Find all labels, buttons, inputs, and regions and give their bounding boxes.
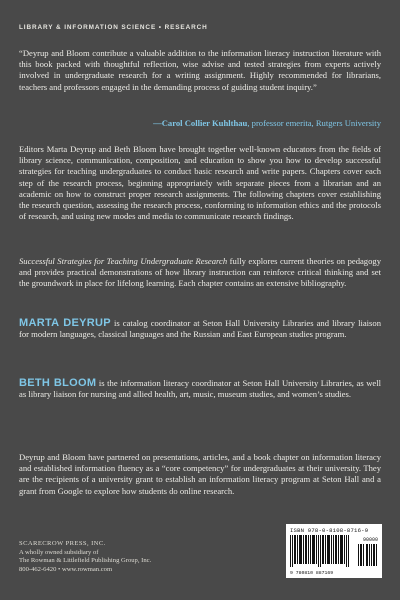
category-label: LIBRARY & INFORMATION SCIENCE • RESEARCH bbox=[19, 24, 208, 31]
publisher-parent: The Rowman & Littlefield Publishing Group, Inc. bbox=[19, 557, 152, 565]
author-name: MARTA DEYRUP bbox=[19, 317, 111, 329]
price-barcode-icon bbox=[358, 544, 378, 566]
author-name: BETH BLOOM bbox=[19, 377, 97, 389]
author-bio-bloom bbox=[19, 378, 381, 400]
attribution-name: —Carol Collier Kuhlthau bbox=[153, 118, 248, 128]
endorsement-attribution bbox=[153, 118, 381, 129]
attribution-title: , professor emerita, Rutgers University bbox=[247, 118, 381, 128]
closing-paragraph: Deyrup and Bloom have partnered on presentations, articles, and a book chapter on information literacy and established information fluency as a “core competency” for undergraduates at their university. They are the recipients of a university grant to establish an information literacy program at Seton Hall and a grant from Google to explore how students do online research. bbox=[19, 452, 381, 496]
publisher-contact: 800-462-6420 • www.rowman.com bbox=[19, 565, 113, 573]
price-code: 90000 bbox=[362, 537, 378, 543]
ean-digits: 9 780810 887169 bbox=[290, 571, 334, 576]
description-paragraph: Editors Marta Deyrup and Beth Bloom have brought together well-known educators from the fields of library science, communication, composition, and education to show you how to develop successful strategies for teaching undergraduates to conduct basic research and write papers. Chapters cover each step of the research process, beginning appropriately with separate pieces from a librarian and an academic on how to construct proper research assignments. The following chapters cover establishing the research question, assessing the research process, conforming to information ethics and the protocols of research, and using new modes and media to communicate research findings. bbox=[19, 144, 381, 222]
book-title-italic: Successful Strategies for Teaching Undergraduate Research bbox=[19, 256, 228, 266]
barcode-panel bbox=[286, 524, 382, 578]
summary-text: fully explores current theories on pedagogy and provides practical demonstrations of how library instruction can reinforce critical thinking and set the groundwork in place for lifelong learning. Each chapter contains an extensive bibliography. bbox=[19, 256, 381, 289]
author-bio-text: is the information literacy coordinator at Seton Hall University Libraries, as well as library liaison for nursing and allied health, art, music, museum studies, and women’s studies. bbox=[19, 378, 381, 400]
publisher-name: SCARECROW PRESS, INC. bbox=[19, 540, 106, 547]
publisher-block bbox=[19, 540, 151, 574]
isbn-text: ISBN 978-0-8108-8716-9 bbox=[290, 527, 369, 534]
publisher-subsidiary: A wholly owned subsidiary of bbox=[19, 548, 99, 556]
barcode-icon bbox=[290, 535, 352, 567]
author-bio-text: is catalog coordinator at Seton Hall University Libraries and library liaison for modern languages, classical languages and the Russian and East European studies program. bbox=[19, 318, 381, 340]
endorsement-quote: “Deyrup and Bloom contribute a valuable addition to the information literacy instruction literature with this book packed with thoughtful reflection, wise advise and tested strategies from experts actively involved in undergraduate research for a writing assignment. Highly recommended for librarians, teachers and professors engaged in the demanding process of guiding student inquiry.” bbox=[19, 48, 381, 92]
author-bio-deyrup bbox=[19, 318, 381, 340]
book-summary-paragraph bbox=[19, 256, 381, 290]
